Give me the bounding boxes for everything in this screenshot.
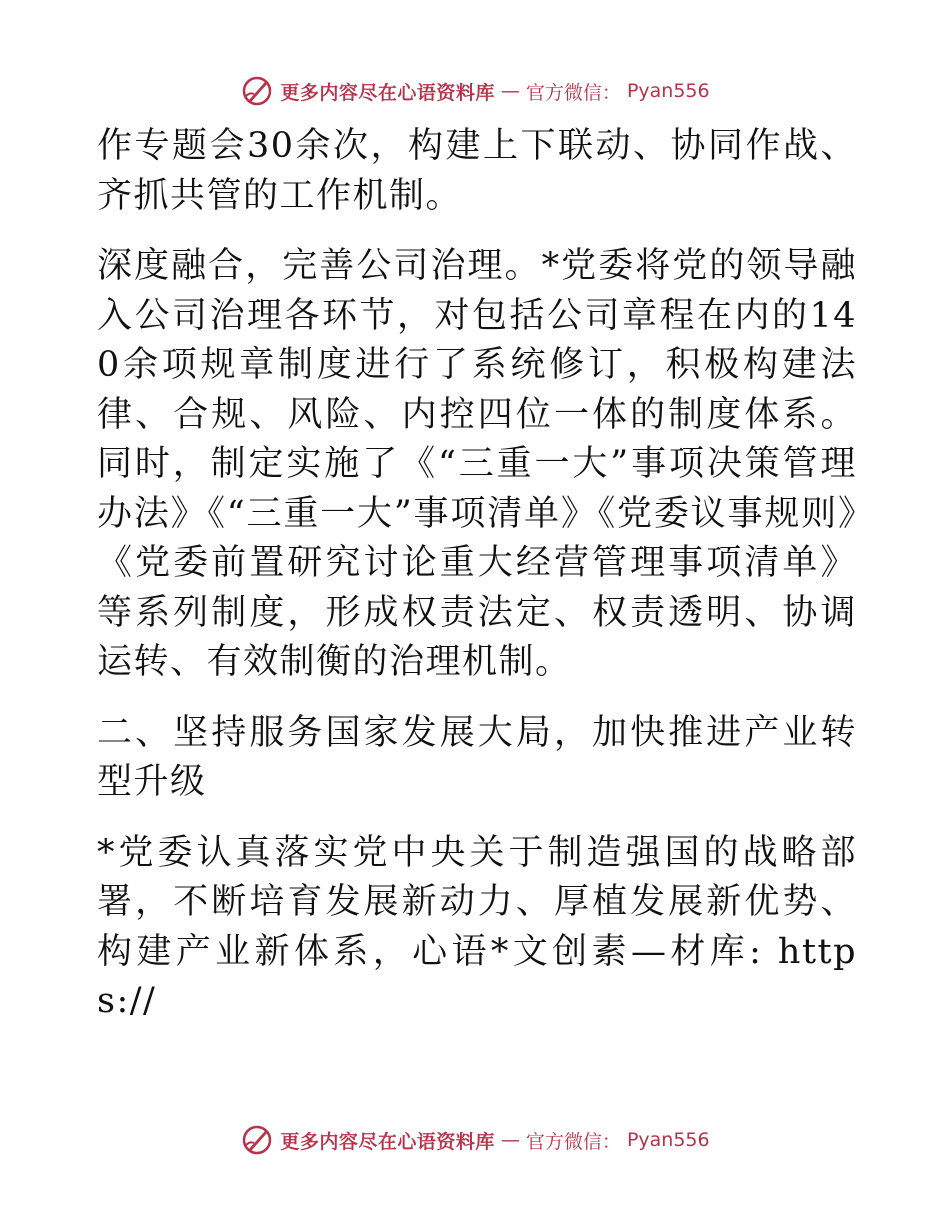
watermark-footer (0, 1120, 950, 1160)
watermark-main-text: 更多内容尽在心语资料库 (280, 1130, 495, 1153)
watermark-wechat-id: Pyan556 (626, 1129, 710, 1151)
section-heading: 二、坚持服务国家发展大局，加快推进产业转型升级 (97, 712, 857, 802)
watermark-separator: — (500, 80, 520, 102)
watermark-sub-text: 官方微信： (525, 81, 621, 104)
quill-pen-logo-icon (240, 74, 274, 108)
watermark-header (0, 71, 950, 111)
watermark-sub-text: 官方微信： (525, 1130, 621, 1153)
watermark-main-text: 更多内容尽在心语资料库 (280, 81, 495, 104)
paragraph-3: *党委认真落实党中央关于制造强国的战略部署，不断培育发展新动力、厚植发展新优势、构建产业新体系，心语*文创素—材库: https:// (97, 832, 857, 1021)
paragraph-1: 作专题会30余次，构建上下联动、协同作战、齐抓共管的工作机制。 (97, 126, 857, 216)
paragraph-2: 深度融合，完善公司治理。*党委将党的领导融入公司治理各环节，对包括公司章程在内的140余项规章制度进行了系统修订，积极构建法律、合规、风险、内控四位一体的制度体系。同时，制定实施了《“三重一大”事项决策管理办法》《“三重一大”事项清单》《党委议事规则》《党委前置研究讨论重大经营管理事项清单》等系列制度，形成权责法定、权责透明、协调运转、有效制衡的治理机制。 (97, 246, 857, 682)
watermark-separator: — (500, 1129, 520, 1151)
watermark-wechat-id: Pyan556 (626, 80, 710, 102)
document-body (97, 122, 857, 1048)
quill-pen-logo-icon (240, 1123, 274, 1157)
